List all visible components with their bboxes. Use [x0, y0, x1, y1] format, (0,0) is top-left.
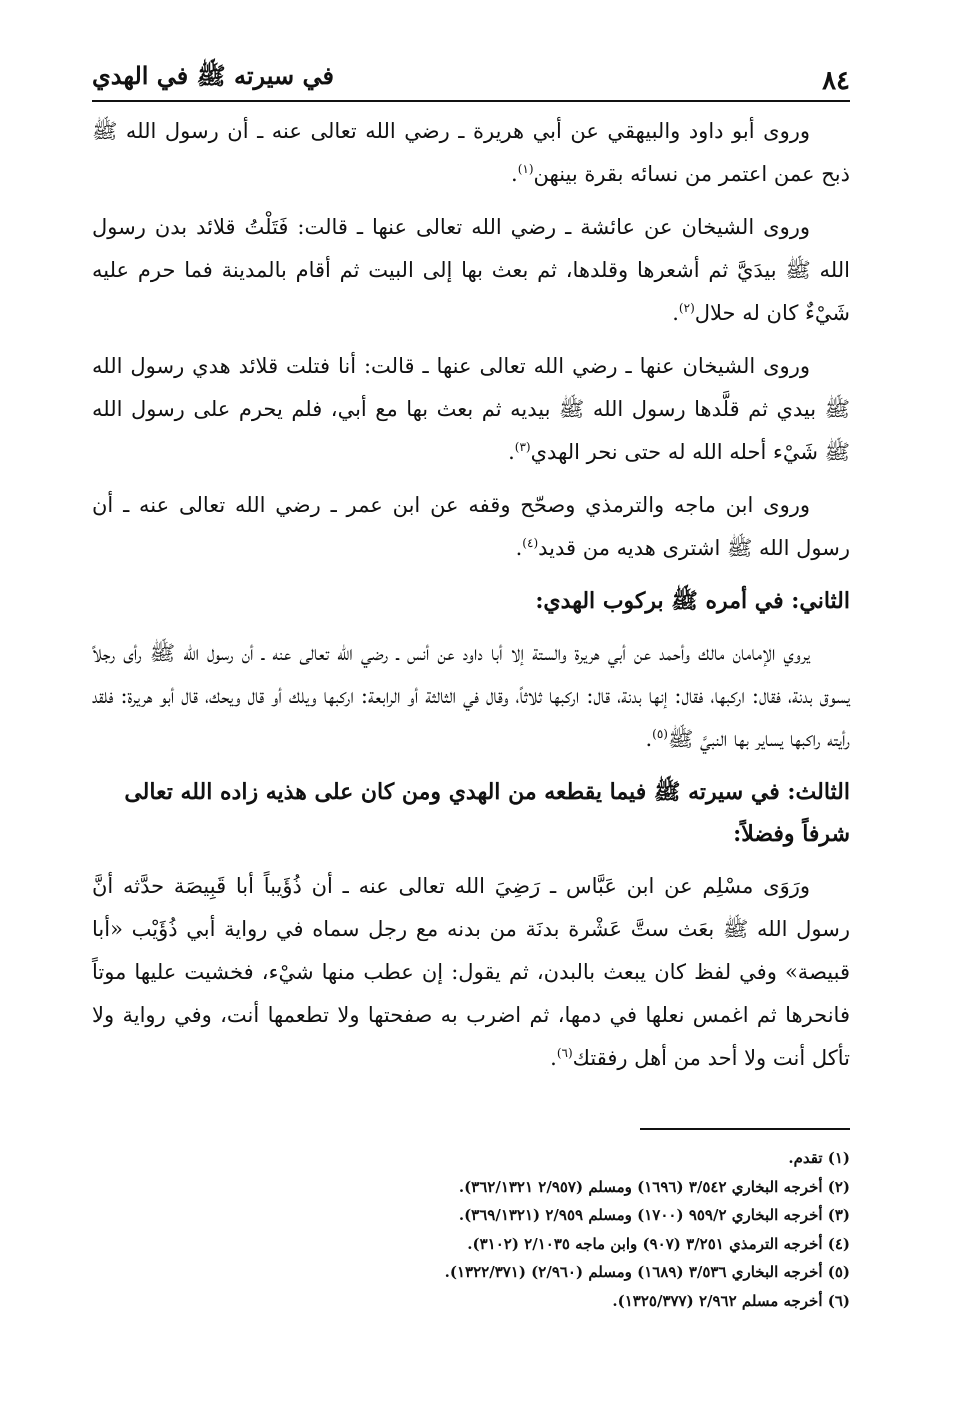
paragraph-3: وروى الشيخان عنها ـ رضي الله تعالى عنها ـ قالت: أنا فتلت قلائد هدي رسول الله ﷺ بيدي ثم قلَّدها رسول الله ﷺ بيديه ثم بعث بها مع أبي، فلم يحرم على رسول الله ﷺ شَيْء أحله الله له حتى نحر الهدي$^{(٣)}$. — [92, 354, 850, 464]
footnotes-section — [92, 1128, 850, 1315]
section-heading-third: الثالث: في سيرته ﷺ فيما يقطعه من الهدي ومن كان على هذيه زاده الله تعالى شرفاً وفضلاً: — [124, 779, 850, 847]
paragraph-6: ورَوَى مسْلِم عن ابن عَبَّاس ـ رَضِيَ الله تعالى عنه ـ أن ذُؤَيباً أبا قَبِيصَة حدَّثه أنَّ رسول الله ﷺ بعَث ستَّ عَشْرة بدنَة من بدنه مع رجل سماه في رواية أبي ذُؤَيْب «أبا قبيصة» وفي لفظ كان يبعث بالبدن، ثم يقول: إن عطب منها شيْء، فخشيت عليها موتاً فانحرها ثم اغمس نعلها في دمها، ثم اضرب به صفحتها ولا تطعمها أنت، وفي رواية ولا تأكل أنت ولا أحد من أهل رفقتك$^{(٦)}$. — [92, 874, 850, 1070]
footnote-divider — [640, 1128, 850, 1130]
paragraph-5: يروي الإمامان مالك وأحمد عن أبي هريرة والستة إلا أبا داود عن أنس ـ رضي الله تعالى عنه ـ أن رسول الله ﷺ رأى رجلاً يسوق بدنة، فقال: اركبها، فقال: إنها بدنة، قال: اركبها ثلاثاً، وقال في الثالثة أو الرابعة: اركبها ويلك أو قال ويحك، قال أبو هريرة: فلقد رأيته راكبها يساير بها النبيَّ ﷺ$^{(٥)}$. — [92, 641, 850, 751]
footnote-ref-1[interactable]: (١) — [517, 162, 534, 176]
footnote-list — [92, 1144, 850, 1315]
footnote-4: (٤) أخرجه الترمذي ٣/٢٥١ (٩٠٧) وابن ماجه ٢/١٠٣٥ (٣١٠٢). — [467, 1234, 850, 1253]
page-header — [92, 52, 850, 102]
footnote-6: (٦) أخرجه مسلم ٢/٩٦٢ (١٣٢٥/٣٧٧). — [612, 1291, 850, 1310]
footnote-2: (٢) أخرجه البخاري ٣/٥٤٢ (١٦٩٦) ومسلم (٢/٩٥٧ ٣٦٢/١٣٢١). — [458, 1177, 850, 1196]
footnote-ref-5[interactable]: (٥) — [652, 727, 668, 741]
page-number: ٨٤ — [822, 66, 850, 96]
footnote-ref-3[interactable]: (٣) — [514, 440, 531, 454]
footnote-1: (١) تقدم. — [788, 1149, 850, 1167]
running-title: في سيرته ﷺ في الهدي — [92, 61, 334, 90]
footnote-5: (٥) أخرجه البخاري ٣/٥٣٦ (١٦٨٩) ومسلم (٢/٩٦٠) (١٣٢٢/٣٧١). — [444, 1263, 850, 1281]
paragraph-4: وروى ابن ماجه والترمذي وصحّح وقفه عن ابن عمر ـ رضي الله تعالى عنه ـ أن رسول الله ﷺ اشترى هديه من قديد$^{(٤)}$. — [92, 493, 850, 560]
footnote-ref-2[interactable]: (٢) — [678, 301, 695, 315]
paragraph-1: وروى أبو داود والبيهقي عن أبي هريرة ـ رضي الله تعالى عنه ـ أن رسول الله ﷺ ذبح عمن اعتمر من نسائه بقرة بينهن$^{(١)}$. — [92, 119, 850, 186]
footnote-ref-6[interactable]: (٦) — [556, 1046, 573, 1060]
paragraph-2: وروى الشيخان عن عائشة ـ رضي الله تعالى عنها ـ قالت: فَتَلْتُ قلائد بدن رسول الله ﷺ بيدَيَّ ثم أشعرها وقلدها، ثم بعث بها إلى البيت ثم أقام بالمدينة فما حرم عليه شَيْءٌ كان له حلال$^{(٢)}$. — [92, 215, 850, 325]
footnote-3: (٣) أخرجه البخاري ٩٥٩/٢ (١٧٠٠) ومسلم ٢/٩٥٩ (٣٦٩/١٣٢١). — [458, 1206, 850, 1224]
section-heading-second: الثاني: في أمره ﷺ بركوب الهدي: — [535, 588, 850, 614]
page-body — [92, 110, 850, 1080]
footnote-ref-4[interactable]: (٤) — [522, 536, 539, 550]
